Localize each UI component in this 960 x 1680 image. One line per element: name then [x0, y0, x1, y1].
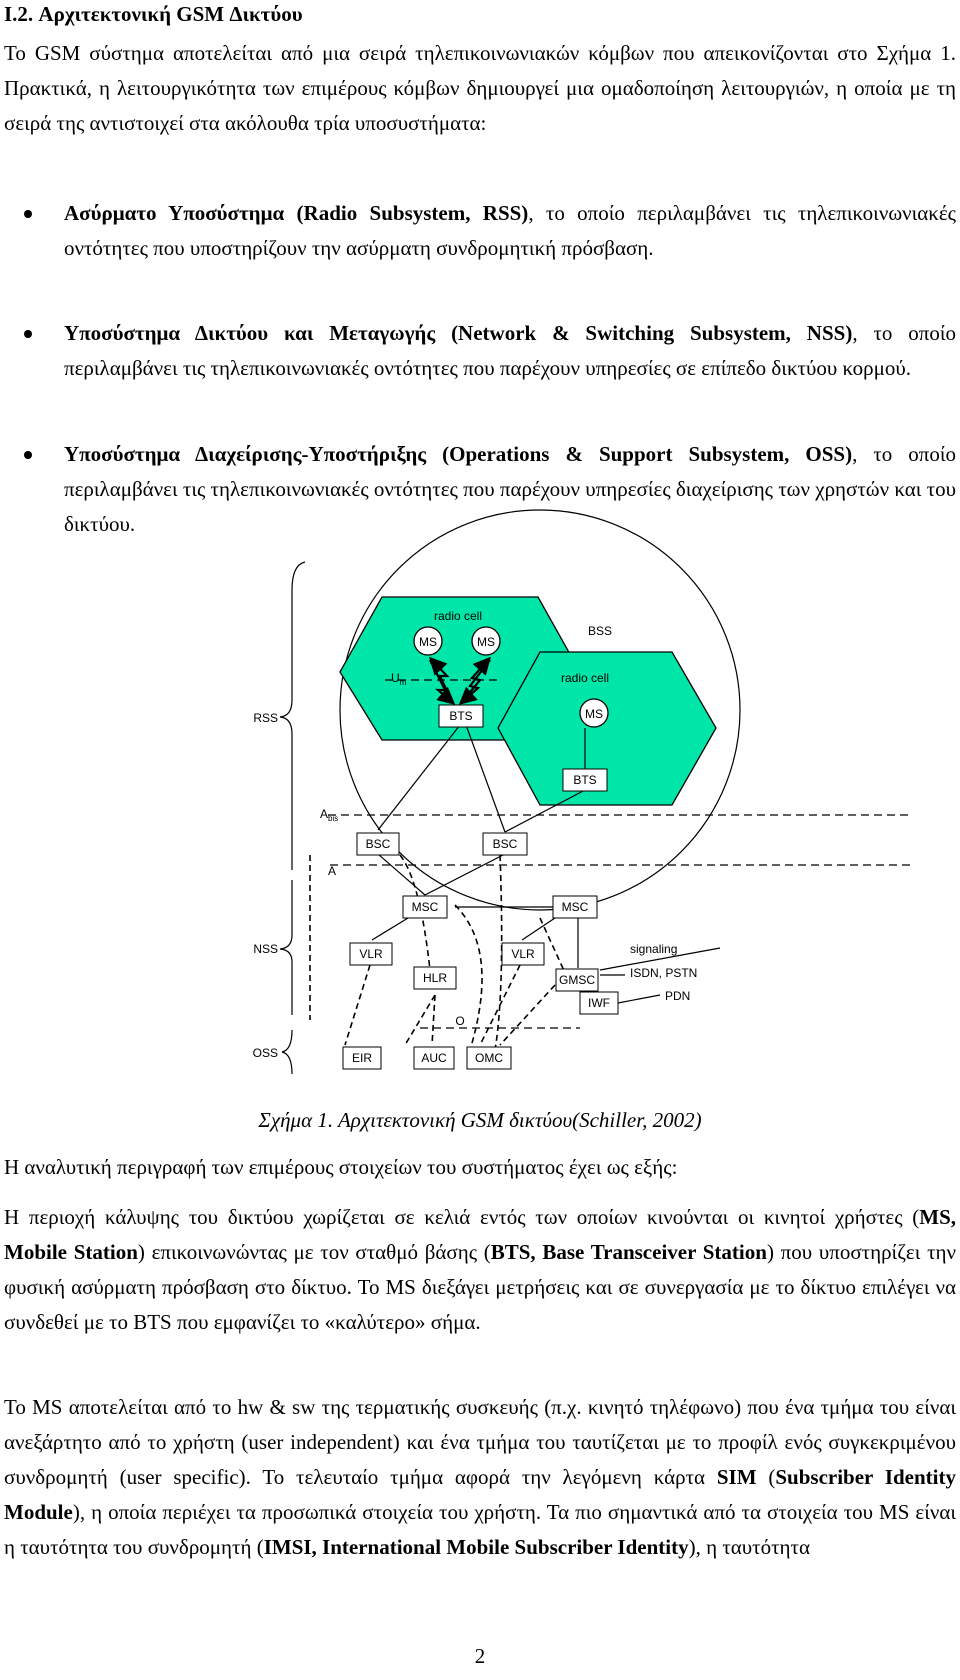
eir-label: EIR [351, 1051, 373, 1065]
o-label: O [455, 1014, 465, 1028]
description-intro: Η αναλυτική περιγραφή των επιμέρους στοιχείων του συστήματος έχει ως εξής: [4, 1155, 678, 1179]
msc-label: MSC [561, 900, 589, 914]
oss-brace [282, 1030, 292, 1074]
bsc-msc-link [425, 854, 505, 895]
radio-cell-label: radio cell [560, 671, 610, 685]
sim-term: SIM [716, 1465, 757, 1489]
bullet-description: , το οποίο περιλαμβάνει τις τηλεπικοινωνιακές οντότητες που παρέχουν υπηρεσίες διαχείρισης των χρηστών και του δικτύου. [64, 442, 956, 536]
bullet-description: , το οποίο περιλαμβάνει τις τηλεπικοινωνιακές οντότητες που παρέχουν υπηρεσίες σε επίπεδο δικτύου κορμού. [64, 321, 957, 380]
text-run: ) που υποστηρίζει την φυσική ασύρματη πρόσβαση στο δίκτυο. Το MS διεξάγει μετρήσεις και σε συνεργασία με το δίκτυο επιλέγει να συνδεθεί με το BTS που εμφανίζει το «καλύτερο» σήμα. [4, 1240, 956, 1334]
signaling-path [480, 965, 520, 1045]
isdn-pstn-label: ISDN, PSTN [630, 966, 698, 980]
bullet-term-english: (Radio Subsystem, RSS) [296, 201, 529, 225]
bss-label: BSS [587, 624, 613, 638]
vlr-label: VLR [359, 947, 383, 961]
imsi-term: IMSI, International Mobile Subscriber Identity [263, 1535, 689, 1559]
nss-brace [280, 880, 292, 1015]
text-run: ( [756, 1465, 776, 1489]
bts-label: BTS [573, 773, 597, 787]
signaling-path [500, 985, 555, 1045]
bts-bsc-link [466, 725, 505, 832]
section-heading: I.2. Αρχιτεκτονική GSM Δικτύου [4, 2, 303, 26]
ms-term: MS, Mobile Station [4, 1205, 956, 1264]
bullet-term-greek: Υποσύστημα Διαχείρισης-Υποστήριξης [64, 442, 427, 466]
text-run: ), η οποία περιέχει τα προσωπικά στοιχεία του χρήστη. Τα πιο σημαντικά από τα στοιχεία του MS είναι η ταυτότητα του συνδρομητή ( [4, 1500, 956, 1559]
text-run: ), η ταυτότητα [688, 1535, 810, 1559]
bullet-term-greek: Ασύρματο Υποσύστημα [64, 201, 285, 225]
sim-expansion: Subscriber Identity Module [4, 1465, 956, 1524]
omc-label: OMC [475, 1051, 503, 1065]
rss-brace [280, 562, 305, 870]
ms-label: MS [477, 635, 495, 649]
bts-label: BTS [449, 709, 473, 723]
figure-caption: Σχήμα 1. Αρχιτεκτονική GSM δικτύου(Schiller, 2002) [258, 1108, 702, 1132]
signaling-path [495, 855, 502, 1050]
ms-label: MS [419, 635, 437, 649]
text-run: Η περιοχή κάλυψης του δικτύου χωρίζεται σε κελιά εντός των οποίων κινούνται οι κινητοί χρήστες ( [4, 1205, 920, 1229]
signaling-path [345, 965, 370, 1045]
iwf-label: IWF [588, 996, 610, 1010]
bts-term: BTS, Base Transceiver Station [490, 1240, 767, 1264]
bsc-label: BSC [492, 837, 518, 851]
signaling-path [405, 995, 435, 1045]
msc-vlr-link [522, 918, 555, 940]
msc-label: MSC [411, 900, 439, 914]
signaling-path [432, 995, 435, 1045]
bsc-label: BSC [365, 837, 391, 851]
radio-cell-label: radio cell [433, 609, 483, 623]
coverage-paragraph [4, 1200, 956, 1340]
auc-label: AUC [421, 1051, 447, 1065]
hlr-label: HLR [422, 971, 448, 985]
gmsc-label: GMSC [559, 973, 595, 987]
oss-label: OSS [252, 1046, 278, 1060]
bullet-description: , το οποίο περιλαμβάνει τις τηλεπικοινωνιακές οντότητες που υποστηρίζουν την ασύρματη συνδρομητική πρόσβαση. [64, 201, 956, 260]
signaling-label: signaling [630, 942, 678, 956]
ms-label: MS [585, 707, 603, 721]
vlr-label: VLR [511, 947, 535, 961]
intro-paragraph: Το GSM σύστημα αποτελείται από μια σειρά τηλεπικοινωνιακών κόμβων που απεικονίζονται στο Σχήμα 1. Πρακτικά, η λειτουργικότητα των επιμέρους κόμβων δημιουργεί μια ομαδοποίηση λειτουργιών, η οποία με τη σειρά της αντιστοιχεί στα ακόλουθα τρία υποσυστήματα: [4, 41, 956, 135]
bullet-term-greek: Υποσύστημα Δικτύου και Μεταγωγής [64, 321, 436, 345]
iwf-pdn-link [618, 995, 660, 1003]
um-label: $U_m$ [391, 671, 407, 687]
msc-vlr-link [372, 918, 408, 940]
nss-label: NSS [253, 942, 278, 956]
bts-bsc-link [378, 725, 460, 830]
ms-paragraph [4, 1390, 956, 1565]
rss-label: RSS [253, 711, 278, 725]
abis-label: $A_{bis}$ [320, 807, 339, 823]
bullet-term-english: (Operations & Support Subsystem, OSS) [442, 442, 853, 466]
bsc-msc-link [378, 854, 425, 895]
text-run: ) επικοινωνώντας με τον σταθμό βάσης ( [137, 1240, 491, 1264]
page-number: 2 [474, 1644, 486, 1668]
pdn-label: PDN [665, 989, 691, 1003]
text-run: Το MS αποτελείται από το hw & sw της τερματικής συσκευής (π.χ. κινητό τηλέφωνο) που ένα τμήμα του είναι ανεξάρτητο από το χρήστη (user independent) και ένα τμήμα του ταυτίζεται με το προφίλ ενός συγκεκριμένου συνδρομητή (user specific). Το τελευταίο τμήμα αφορά την λεγόμενη κάρτα [4, 1395, 956, 1489]
a-label: A [328, 864, 337, 878]
bullet-term-english: (Network & Switching Subsystem, NSS) [451, 321, 853, 345]
